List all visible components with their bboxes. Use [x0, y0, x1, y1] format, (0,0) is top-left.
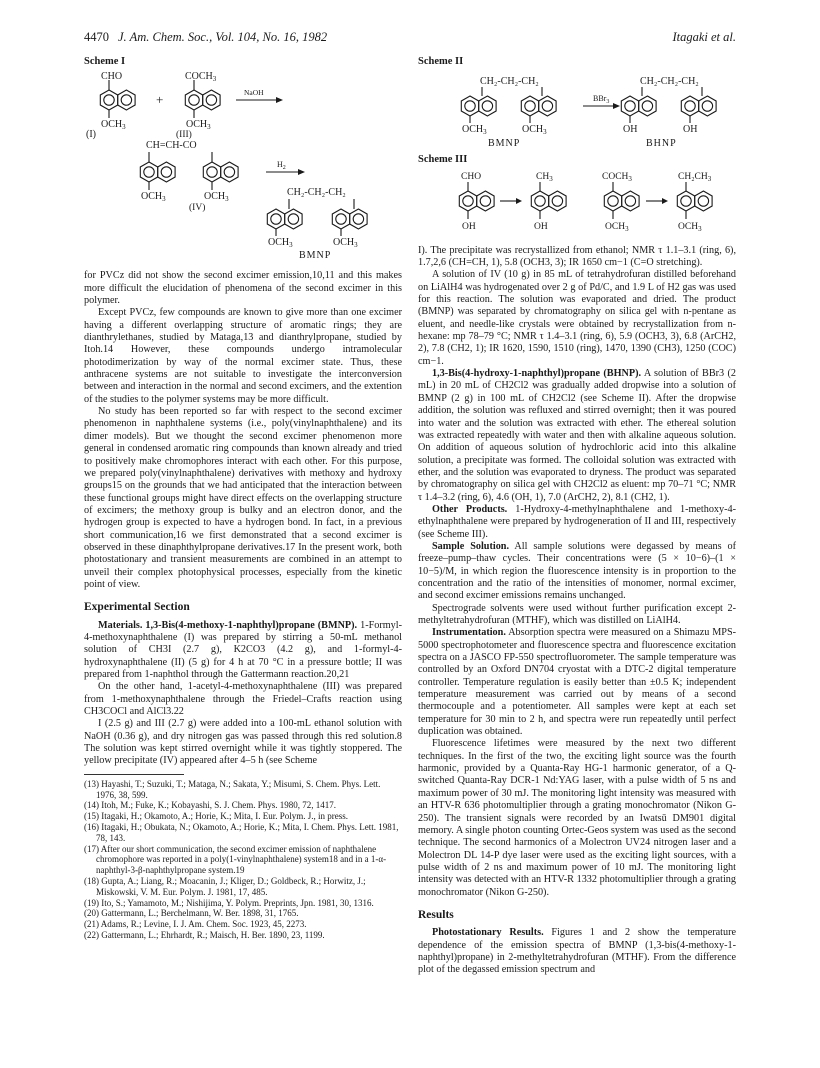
- page-number: 4470: [84, 30, 109, 44]
- materials-paragraph-2: On the other hand, 1-acetyl-4-methoxynaphthalene (III) was prepared from 1-methoxynaphthalene through the Friedel–Crafts reaction using CH3COCl and AlCl3.22: [84, 681, 402, 718]
- scheme1-och3-e: $OCH_3$: [268, 237, 293, 250]
- scheme3-cho: CHO: [461, 171, 482, 182]
- reference-13: (13) Hayashi, T.; Suzuki, T.; Mataga, N.; Sakata, Y.; Misumi, S. Chem. Phys. Lett. 1976, 38, 599.: [84, 778, 381, 800]
- scheme1-cho: CHO: [101, 71, 123, 83]
- scheme3-ch3: $CH_3$: [536, 171, 553, 183]
- running-header: [84, 30, 736, 46]
- body-paragraph-2: Except PVCz, few compounds are known to give more than one excimer having a different overlapping structure of aromatic rings; they are dianthrylethanes, studied by Mataga,13 and dianthrylpropane, studied by Itoh.14 However, these compounds undergo intramolecular photodimerization by way of the normal excimer state. Thus, these anthracene systems are not suitable to investigate the interconversion between and interaction in the normal and second excimers, and the extention of the studies to the polymer systems may be more difficult.: [84, 307, 402, 405]
- scheme1-id-III: (III): [176, 130, 192, 141]
- precipitate-paragraph: I). The precipitate was recrystallized from ethanol; NMR τ 1.1–3.1 (ring, 6), 1.7,2,6 (CH=CH, 1), 5.8 (OCH3, 3); IR 1650 cm−1 (C=O stretching).: [418, 244, 736, 269]
- scheme1-och3-a: $OCH_3$: [101, 119, 126, 132]
- scheme1-coch3: $COCH_3$: [185, 71, 217, 84]
- materials-heading: Materials. 1,3-Bis(4-methoxy-1-naphthyl)propane (BMNP).: [98, 619, 358, 631]
- instrumentation-paragraph: [418, 627, 736, 738]
- scheme3-och3-b: $OCH_3$: [678, 221, 702, 233]
- scheme1-h2: $H_2$: [277, 160, 286, 172]
- scheme3-oh-a: OH: [462, 221, 476, 232]
- reference-15: (15) Itagaki, H.; Okamoto, A.; Horie, K.; Mita, I. Eur. Polym. J., in press.: [84, 811, 348, 822]
- photostationary-heading: Photostationary Results.: [432, 927, 544, 939]
- other-products-text: 1-Hydroxy-4-methylnaphthalene and 1-methoxy-4-ethylnaphthalene were prepared by hydrogeneration of II and III, respectively (see Scheme III).: [418, 503, 736, 540]
- scheme-2-diagram: [418, 70, 736, 150]
- lifetimes-paragraph: Fluorescence lifetimes were measured by the next two different techniques. In the first of the two, the exciting light source was the fourth harmonic, provided by a Quanta-Ray HG-1 harmonic generator, of a Q-switched Quanta-Ray DCR-1 Nd:YAG laser, with a pulse width of 5 ns and maximum power of 30 mJ. The monitoring light intensity was measured with an HTV-R 636 photomultiplier through a grating monochromator (Nikon G-250). The transient signals were recorded by an Iwatsū DM901 digital memory. A single photon counting Ortec-Geos system was used as the second technique. The second harmonics of a Molectron UV24 nitrogen laser and a Molectron DL 14-P dye laser were used as the exciting light sources, with a pulse width of 2 ns and maximum power of 10 mJ. The monitoring light intensity was detected with an HTV-R 1332 photomultiplier through a grating monochromator (Nikon G-250).: [418, 738, 736, 898]
- scheme3-ch2ch3: $CH_2CH_3$: [678, 171, 712, 183]
- scheme2-oh-b: OH: [683, 124, 698, 136]
- scheme1-plus: +: [156, 92, 164, 108]
- journal-citation: J. Am. Chem. Soc., Vol. 104, No. 16, 1982: [118, 30, 328, 44]
- experimental-section-heading: Experimental Section: [84, 601, 190, 614]
- scheme1-naoh: NaOH: [244, 88, 264, 98]
- scheme-3-title: Scheme III: [418, 154, 468, 166]
- reference-16: (16) Itagaki, H.; Obukata, N.; Okamoto, A.; Horie, K.; Mita, I. Chem. Phys. Lett. 1981, 78, 143.: [84, 821, 399, 843]
- instrumentation-text: Absorption spectra were measured on a Shimazu MPS-5000 spectrophotometer and fluorescence spectra and fluorescence excitation spectra on a JASCO FP-550 spectrofluorometer. The sample temperature was controlled by an Oxford DN704 cryostat with a DTC-2 digital temperature controller. Temperature regulation is easily better than ±0.5 K; independent temperature measurement was carried out by means of a second thermocouple and a potentiometer. All samples were kept at each set temperature for 30 min to 2 h, and spectra were run repeatedly until perfect duplication was obtained.: [418, 627, 737, 738]
- materials-paragraph: [84, 620, 402, 682]
- materials-text: 1-Formyl-4-methoxynaphthalene (I) was prepared by stirring a 50-mL methanol solution of CH3I (2.7 g), K2CO3 (4.2 g), and 1-formyl-4-hydroxynaphthalene (II) (5 g) for 4 h at 70 °C in a pressure bottle; II was prepared from 1-naphthol through the Gattermann reaction.20,21: [84, 619, 402, 680]
- sample-solution-text: All sample solutions were degassed by means of freeze–pump–thaw cycles. Their concentrations were (5 × 10−6)–(1 × 10−5)/M, in which region the fluorescence intensity is in proportion to the concentration and the ratio of the intensities of monomer, normal excimer, and second excimer emissions remains unchanged.: [418, 540, 736, 602]
- references-list: [84, 779, 402, 941]
- scheme1-och3-b: $OCH_3$: [186, 119, 211, 132]
- sample-solution-heading: Sample Solution.: [432, 540, 509, 552]
- scheme2-oh-a: OH: [623, 124, 638, 136]
- scheme1-id-I: (I): [86, 129, 96, 141]
- right-column: [418, 56, 736, 977]
- scheme-3-diagram: [418, 169, 736, 241]
- scheme1-och3-c: $OCH_3$: [141, 191, 166, 204]
- scheme2-och3-b: $OCH_3$: [522, 124, 547, 137]
- photostationary-paragraph: [418, 927, 736, 976]
- materials-paragraph-3: I (2.5 g) and III (2.7 g) were added into a 100-mL ethanol solution with NaOH (0.36 g), and dry nitrogen gas was passed through this red solution.8 The solution was kept stirred overnight while it was tightly stoppered. The yellow precipitate (IV) appeared after 4–5 h (see Scheme: [84, 718, 402, 767]
- scheme1-och3-d: $OCH_3$: [204, 191, 229, 204]
- hydrogenation-paragraph: A solution of IV (10 g) in 85 mL of tetrahydrofuran distilled beforehand on LiAlH4 was hydrogenated over 2 g of Pd/C, and 1.9 L of H2 gas was used for this reaction. The solution was evaporated and dried. The product (BMNP) was separated by chromatography on silica gel with n-pentane as eluent, and needle-like crystals were obtained by recrystallization from n-hexane: mp 78–79 °C; NMR τ 1.4–3.1 (ring, 6), 5.9 (OCH3, 3), 6.8 (ArCH2, 2), 7.8 (CH2, 1); IR 1620, 1590, 1510 (ring), 1470, 1390 (CH3), 1250 (COC) cm−1.: [418, 269, 736, 367]
- left-column: [84, 56, 402, 941]
- scheme2-propyl-a: CH₂-CH₂-CH₂: [480, 76, 539, 88]
- reference-20: (20) Gattermann, L.; Berchelmann, W. Ber. 1898, 31, 1765.: [84, 908, 299, 919]
- sample-solution-paragraph: [418, 541, 736, 603]
- scheme2-bhnp: BHNP: [646, 138, 677, 150]
- scheme2-och3-a: $OCH_3$: [462, 124, 487, 137]
- scheme1-propyl: CH₂-CH₂-CH₂: [287, 187, 346, 199]
- reference-19: (19) Ito, S.; Yamamoto, M.; Nishijima, Y. Polym. Preprints, Jpn. 1981, 30, 1316.: [84, 897, 374, 908]
- instrumentation-heading: Instrumentation.: [432, 627, 506, 639]
- bhnp-heading: 1,3-Bis(4-hydroxy-1-naphthyl)propane (BHNP).: [432, 368, 642, 380]
- scheme-1-diagram: [84, 70, 402, 266]
- body-paragraph-1: for PVCz did not show the second excimer emission,10,11 and this makes more difficult the elucidation of phenomena of the second excimer in this polymer.: [84, 270, 402, 307]
- scheme2-bbr3: BBr$_3$: [593, 94, 610, 106]
- running-authors: Itagaki et al.: [672, 30, 736, 44]
- body-paragraph-3: No study has been reported so far with respect to the second excimer phenomenon in naphthalene systems (i.e., poly(vinylnaphthalene) and its dimer models). But we thought the second excimer phenomenon more general in condensed aromatic ring compounds than known already and tried to positively make chromophores interact with each other. For this purpose, we prepared poly(vinylnaphthalene) derivatives with methoxy and hydroxy groups15 on the grounds that we had anticipated that the interaction between these functional groups might have direct effects on the overlapping structure of excimers; the methoxy group is bulky and an electron donor, and the hydrogen group is expected to have a hydrogen bond. In fact, in a previous short communication,16 we first demonstrated that a second excimer is observed in these dinaphthylpropane derivatives.17 In the present work, both photostationary and transient measurements are combined in an attempt to unveil their complex photophysical processes, especially from the kinetic point of view.: [84, 406, 402, 590]
- scheme1-bmnp: BMNP: [299, 250, 332, 262]
- scheme1-och3-f: $OCH_3$: [333, 237, 358, 250]
- results-section-heading: Results: [418, 908, 454, 921]
- bhnp-text: A solution of BBr3 (2 mL) in 20 mL of CH2Cl2 was gradually added dropwise into a solution of BMNP (2 g) in 100 mL of CH2Cl2 (see Scheme II). After the dropwise addition, the solution was refluxed and stirred overnight; then it was poured into water and the solution was extracted with ether. The ethereal solution was extracted repeatedly with water and then with alkaline aqueous solution. On addition of aqueous solution of hydrochloric acid into this alkaline solution, a precipitate was formed. The colloidal solution was extracted with ether, and the solution was evaporated to dryness. The product was separated by chromatography on silica gel with CH2Cl2 as eluent: mp 70–71 °C; NMR τ 1.4–3.2 (ring, 6), 4.6 (OH, 1), 7.0 (ArCH2, 2), 8.1 (CH2, 1).: [418, 368, 736, 503]
- scheme-1-title: Scheme I: [84, 56, 126, 67]
- other-products-heading: Other Products.: [432, 503, 508, 515]
- reference-17: (17) After our short communication, the second excimer emission of naphthalene chromophore was reported in a poly(1-vinylnaphthalene) system18 and in a 1-α-naphthyl-3-β-naphthylpropane system.19: [84, 843, 387, 876]
- photostationary-text: Figures 1 and 2 show the temperature dependence of the emission spectra of BMNP (1,3-bis(4-methoxy-1-naphthyl)propane) in 2-methyltetrahydrofuran (MTHF). From the difference plot of the degassed emission spectrum and: [418, 927, 737, 976]
- scheme3-och3-a: $OCH_3$: [605, 221, 629, 233]
- scheme2-bmnp: BMNP: [488, 138, 521, 150]
- spectrograde-paragraph: Spectrograde solvents were used without further purification except 2-methyltetrahydrofuran (MTHF), which was distilled on LiAlH4.: [418, 602, 736, 626]
- scheme1-chain: CH=CH-CO: [146, 140, 197, 152]
- reference-21: (21) Adams, R.; Levine, I. J. Am. Chem. Soc. 1923, 45, 2273.: [84, 919, 307, 930]
- scheme1-id-IV: (IV): [189, 203, 206, 214]
- other-products-paragraph: [418, 504, 736, 541]
- reference-22: (22) Gattermann, L.; Ehrhardt, R.; Maisch, H. Ber. 1890, 23, 1199.: [84, 929, 325, 940]
- reference-14: (14) Itoh, M.; Fuke, K.; Kobayashi, S. J. Chem. Phys. 1980, 72, 1417.: [84, 800, 336, 811]
- scheme2-propyl-b: CH₂-CH₂-CH₂: [640, 76, 699, 88]
- scheme3-coch3: $COCH_3$: [602, 171, 632, 183]
- scheme3-oh-b: OH: [534, 221, 548, 232]
- scheme-2-title: Scheme II: [418, 56, 464, 67]
- reference-18: (18) Gupta, A.; Liang, R.; Moacanin, J.; Kliger, D.; Goldbeck, R.; Horwitz, J.; Miskowski, V. M. Eur. Polym. J. 1981, 17, 485.: [84, 875, 366, 897]
- footnote-rule: [84, 774, 184, 775]
- bhnp-paragraph: [418, 368, 736, 504]
